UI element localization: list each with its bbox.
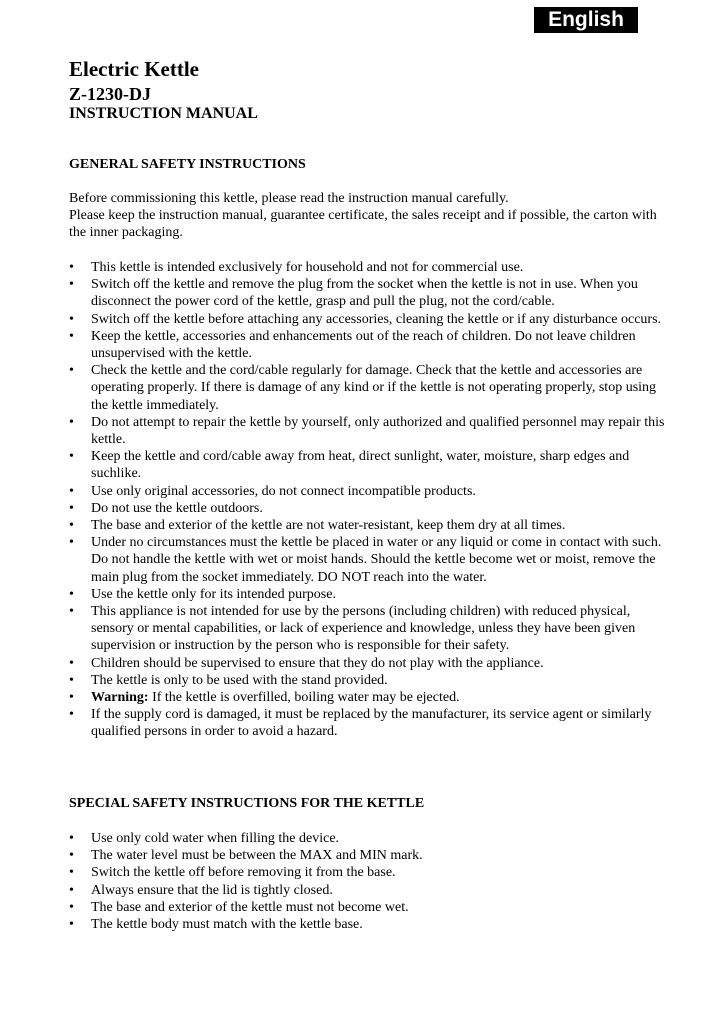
bullet-icon: • [69, 917, 74, 933]
list-item: • Keep the kettle, accessories and enhancements out of the reach of children. Do not leave children unsupervised with the kettle. [69, 328, 636, 362]
bullet-icon: • [69, 672, 74, 688]
bullet-icon: • [69, 604, 74, 620]
bullet-icon: • [69, 865, 74, 881]
list-item: • The base and exterior of the kettle are not water-resistant, keep them dry at all times. [69, 518, 566, 534]
bullet-icon: • [69, 586, 74, 602]
bullet-icon: • [69, 414, 74, 430]
list-item: • Switch the kettle off before removing it from the base. [69, 865, 396, 881]
list-item: • The water level must be between the MAX and MIN mark. [69, 848, 423, 864]
special-safety-heading: SPECIAL SAFETY INSTRUCTIONS FOR THE KETTLE [69, 796, 425, 811]
bullet-icon: • [69, 363, 74, 379]
bullet-icon: • [69, 311, 74, 327]
list-item: • Always ensure that the lid is tightly closed. [69, 882, 333, 898]
bullet-icon: • [69, 518, 74, 534]
list-item: • Check the kettle and the cord/cable regularly for damage. Check that the kettle and accessories are operating properly. If there is damage of any kind or if the kettle is not operating properly, stop using the kettle immediately. [69, 363, 657, 413]
bullet-icon: • [69, 655, 74, 671]
bullet-icon: • [69, 690, 74, 706]
warning-item [69, 689, 669, 706]
model-number: Z-1230-DJ [69, 84, 151, 104]
document-title: Electric Kettle [69, 57, 199, 81]
list-item: • Use the kettle only for its intended purpose. [69, 586, 336, 602]
list-item: • Switch off the kettle before attaching any accessories, cleaning the kettle or if any disturbance occurs. [69, 311, 662, 327]
bullet-icon: • [69, 535, 74, 551]
intro-line: Please keep the instruction manual, guarantee certificate, the sales receipt and if possible, the carton with the inner packaging. [69, 208, 657, 241]
list-item: • If the supply cord is damaged, it must be replaced by the manufacturer, its service agent or similarly qualified persons in order to avoid a hazard. [69, 707, 652, 740]
list-item: • Children should be supervised to ensure that they do not play with the appliance. [69, 655, 544, 671]
bullet-icon: • [69, 831, 74, 846]
general-safety-list [69, 259, 669, 741]
special-safety-list [69, 830, 669, 933]
bullet-icon: • [69, 277, 74, 293]
list-item: • The base and exterior of the kettle must not become wet. [69, 899, 409, 915]
list-item: • Use only original accessories, do not connect incompatible products. [69, 483, 476, 499]
list-item: • Under no circumstances must the kettle be placed in water or any liquid or come in contact with such. Do not handle the kettle with wet or moist hands. Should the kettle become wet or moist, remove the main plug from the socket immediately. DO NOT reach into the water. [69, 535, 662, 585]
list-item: • Keep the kettle and cord/cable away from heat, direct sunlight, water, moisture, sharp edges and suchlike. [69, 449, 630, 482]
bullet-icon: • [69, 260, 74, 275]
list-item: • Use only cold water when filling the device. [69, 831, 340, 846]
bullet-icon: • [69, 899, 74, 915]
list-item: • The kettle body must match with the kettle base. [69, 917, 363, 933]
document-subtitle: INSTRUCTION MANUAL [69, 105, 258, 122]
warning-label: Warning: [91, 690, 149, 706]
list-item: • Switch off the kettle and remove the plug from the socket when the kettle is not in use. When you disconnect the power cord of the kettle, grasp and pull the plug, not the cord/cable. [69, 277, 638, 310]
warning-text: If the kettle is overfilled, boiling water may be ejected. [148, 690, 460, 706]
list-item: • Do not use the kettle outdoors. [69, 500, 263, 516]
intro-line: Before commissioning this kettle, please read the instruction manual carefully. [69, 191, 509, 206]
intro-paragraph [69, 190, 669, 242]
list-item: • This appliance is not intended for use by the persons (including children) with reduced physical, sensory or mental capabilities, or lack of experience and knowledge, unless they have been given supervision or instruction by the person who is responsible for their safety. [69, 604, 636, 654]
list-item: • The kettle is only to be used with the stand provided. [69, 672, 388, 688]
list-item: • Do not attempt to repair the kettle by yourself, only authorized and qualified personnel may repair this kettle. [69, 414, 665, 448]
language-badge: English [534, 7, 638, 33]
bullet-icon: • [69, 500, 74, 516]
general-safety-heading: GENERAL SAFETY INSTRUCTIONS [69, 157, 306, 172]
bullet-icon: • [69, 483, 74, 499]
bullet-icon: • [69, 848, 74, 864]
bullet-icon: • [69, 882, 74, 898]
bullet-icon: • [69, 449, 74, 465]
list-item: • This kettle is intended exclusively for household and not for commercial use. [69, 260, 524, 275]
bullet-icon: • [69, 707, 74, 723]
bullet-icon: • [69, 328, 74, 344]
